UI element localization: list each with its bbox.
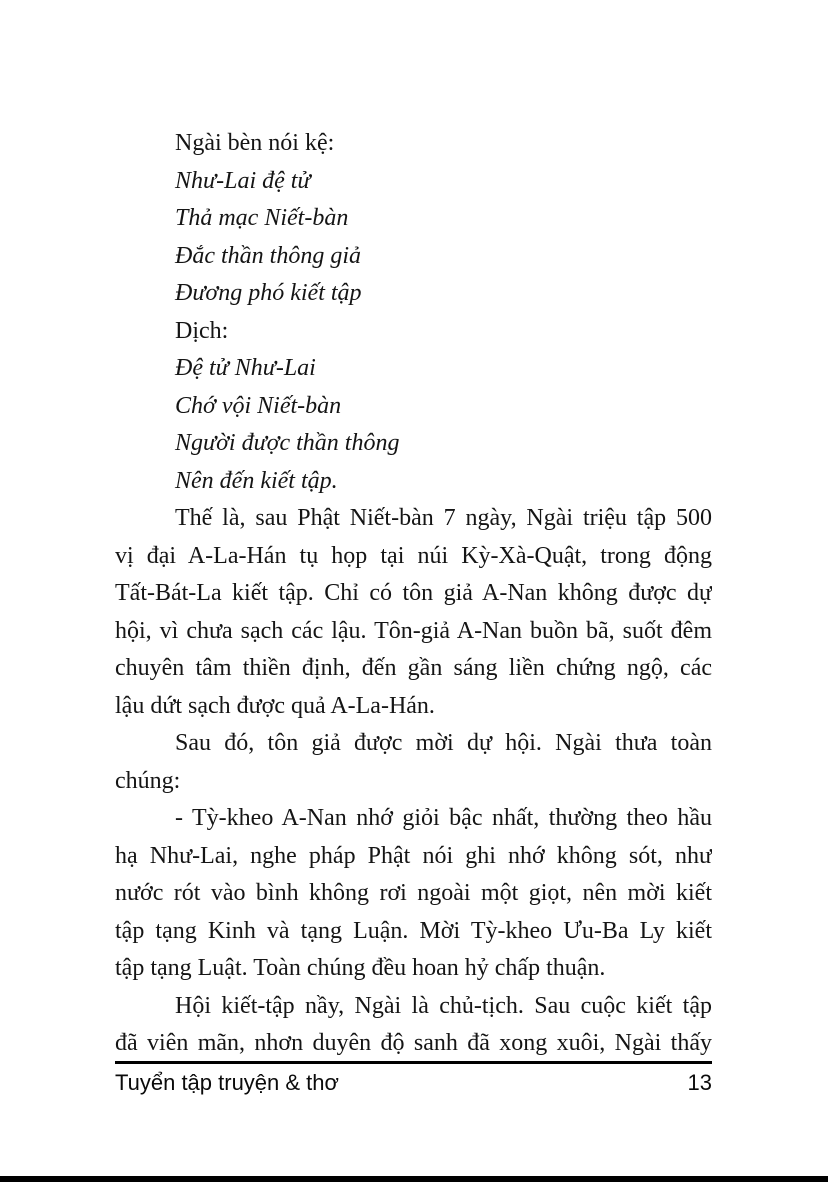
translation-label: Dịch: [175, 317, 229, 344]
footer-page-number: 13 [687, 1070, 712, 1095]
verse-intro-line: Ngài bèn nói kệ: [175, 130, 335, 156]
verse-line: Chớ vội Niết-bàn [175, 392, 342, 419]
paragraph-line: nước rót vào bình không rơi ngoài một giọt, nên mời kiết [115, 880, 712, 906]
verse-line: Đệ tử Như-Lai [175, 355, 316, 381]
paragraph-line: Tất-Bát-La kiết tập. Chỉ có tôn giả A-Nan không được dự [115, 580, 712, 606]
verse-line: Nên đến kiết tập. [175, 467, 338, 494]
verse-line: Đắc thần thông giả [175, 242, 361, 269]
paragraph-line: tập tạng Luật. Toàn chúng đều hoan hỷ chấp thuận. [115, 955, 606, 981]
footer-book-title: Tuyển tập truyện & thơ [115, 1070, 339, 1095]
paragraph-line: vị đại A-La-Hán tụ họp tại núi Kỳ-Xà-Quật, trong động [115, 542, 712, 569]
verse-line: Người được thần thông [175, 430, 400, 456]
verse-line: Đương phó kiết tập [175, 280, 362, 306]
paragraph-line: hội, vì chưa sạch các lậu. Tôn-giả A-Nan buồn bã, suốt đêm [115, 617, 712, 644]
paragraph-line: Hội kiết-tập nầy, Ngài là chủ-tịch. Sau cuộc kiết tập [175, 992, 712, 1019]
paragraph-line: hạ Như-Lai, nghe pháp Phật nói ghi nhớ không sót, như [115, 842, 712, 869]
paragraph-line: Sau đó, tôn giả được mời dự hội. Ngài thưa toàn [175, 730, 712, 756]
paragraph-line: tập tạng Kinh và tạng Luận. Mời Tỳ-kheo Ưu-Ba Ly kiết [115, 917, 712, 944]
paragraph-line: Thế là, sau Phật Niết-bàn 7 ngày, Ngài triệu tập 500 [175, 505, 712, 531]
scan-edge-bar [0, 1176, 828, 1182]
page-footer [115, 1069, 712, 1096]
verse-line: Thả mạc Niết-bàn [175, 205, 349, 231]
paragraph-line: đã viên mãn, nhơn duyên độ sanh đã xong xuôi, Ngài thấy [115, 1030, 712, 1056]
paragraph-line: - Tỳ-kheo A-Nan nhớ giỏi bậc nhất, thường theo hầu [175, 805, 712, 831]
footer-rule [115, 1061, 712, 1064]
paragraph-line: lậu dứt sạch được quả A-La-Hán. [115, 692, 435, 719]
paragraph-line: chuyên tâm thiền định, đến gần sáng liền chứng ngộ, các [115, 655, 712, 681]
verse-line: Như-Lai đệ tử [175, 167, 311, 194]
paragraph-line: chúng: [115, 767, 181, 794]
text-column [115, 125, 712, 1063]
